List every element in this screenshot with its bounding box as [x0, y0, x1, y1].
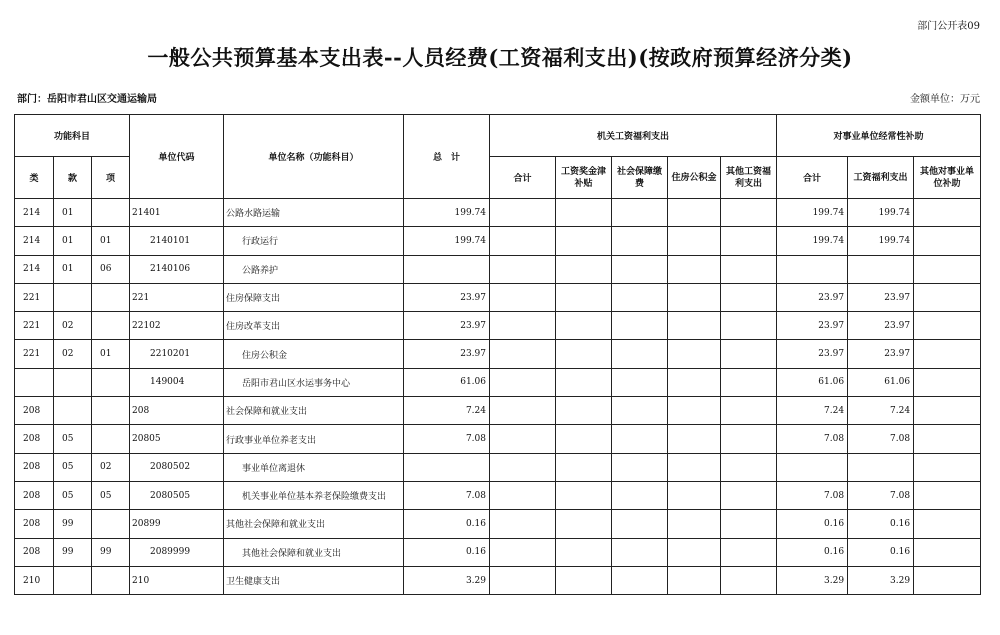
cell-xiang	[92, 425, 130, 453]
cell-org-sum	[490, 566, 556, 594]
cell-xiang	[92, 283, 130, 311]
cell-sub-sum: 61.06	[777, 368, 848, 396]
header-unit-code: 单位代码	[130, 115, 224, 199]
cell-org-other	[721, 255, 777, 283]
cell-xiang	[92, 397, 130, 425]
cell-org-bonus	[556, 340, 612, 368]
cell-org-other	[721, 566, 777, 594]
cell-unit-code: 2140106	[130, 255, 224, 283]
header-org-bonus: 工资奖金津补贴	[556, 157, 612, 199]
header-kuan: 款	[54, 157, 92, 199]
cell-sub-other	[914, 227, 981, 255]
cell-org-social	[612, 397, 668, 425]
department-label: 部门：岳阳市君山区交通运输局	[17, 94, 157, 105]
cell-kuan	[54, 397, 92, 425]
header-org-other: 其他工资福利支出	[721, 157, 777, 199]
form-number: 部门公开表09	[917, 21, 980, 32]
cell-org-social	[612, 255, 668, 283]
cell-org-other	[721, 425, 777, 453]
table-row	[15, 481, 981, 509]
cell-lei: 208	[15, 481, 54, 509]
cell-unit-code: 21401	[130, 199, 224, 227]
cell-org-sum	[490, 340, 556, 368]
cell-sub-other	[914, 283, 981, 311]
cell-org-sum	[490, 425, 556, 453]
cell-lei: 214	[15, 255, 54, 283]
header-org-social: 社会保障缴费	[612, 157, 668, 199]
cell-org-sum	[490, 453, 556, 481]
cell-lei: 208	[15, 453, 54, 481]
cell-unit-name: 公路水路运输	[224, 199, 404, 227]
cell-org-other	[721, 481, 777, 509]
table-row	[15, 199, 981, 227]
cell-sub-sum: 7.24	[777, 397, 848, 425]
cell-total	[404, 453, 490, 481]
cell-org-housing	[668, 538, 721, 566]
cell-sub-other	[914, 340, 981, 368]
cell-xiang: 05	[92, 481, 130, 509]
cell-org-other	[721, 312, 777, 340]
header-lei: 类	[15, 157, 54, 199]
cell-unit-code: 22102	[130, 312, 224, 340]
cell-org-other	[721, 453, 777, 481]
cell-org-sum	[490, 255, 556, 283]
cell-kuan: 02	[54, 312, 92, 340]
cell-org-sum	[490, 510, 556, 538]
cell-total: 199.74	[404, 227, 490, 255]
cell-sub-other	[914, 425, 981, 453]
budget-table	[14, 114, 981, 595]
cell-unit-name: 岳阳市君山区水运事务中心	[224, 368, 404, 396]
header-sub-welfare: 工资福利支出	[848, 157, 914, 199]
cell-kuan: 05	[54, 453, 92, 481]
cell-unit-name: 住房公积金	[224, 340, 404, 368]
cell-org-housing	[668, 312, 721, 340]
cell-sub-other	[914, 510, 981, 538]
cell-org-social	[612, 538, 668, 566]
cell-unit-code: 20805	[130, 425, 224, 453]
cell-unit-code: 2089999	[130, 538, 224, 566]
table-row	[15, 340, 981, 368]
cell-sub-other	[914, 481, 981, 509]
cell-sub-welfare: 23.97	[848, 283, 914, 311]
cell-total: 23.97	[404, 283, 490, 311]
header-org-sum: 合计	[490, 157, 556, 199]
cell-org-bonus	[556, 481, 612, 509]
cell-sub-other	[914, 199, 981, 227]
cell-org-sum	[490, 538, 556, 566]
table-row	[15, 312, 981, 340]
cell-total: 61.06	[404, 368, 490, 396]
cell-kuan: 99	[54, 510, 92, 538]
header-total: 总 计	[404, 115, 490, 199]
cell-kuan	[54, 283, 92, 311]
cell-unit-code: 2080502	[130, 453, 224, 481]
cell-org-social	[612, 453, 668, 481]
cell-sub-other	[914, 453, 981, 481]
cell-unit-name: 行政事业单位养老支出	[224, 425, 404, 453]
cell-org-sum	[490, 312, 556, 340]
cell-org-other	[721, 368, 777, 396]
cell-sub-sum	[777, 255, 848, 283]
cell-sub-welfare: 23.97	[848, 340, 914, 368]
cell-unit-name: 其他社会保障和就业支出	[224, 510, 404, 538]
cell-xiang	[92, 566, 130, 594]
cell-unit-code: 149004	[130, 368, 224, 396]
cell-unit-code: 208	[130, 397, 224, 425]
cell-total: 7.24	[404, 397, 490, 425]
cell-org-housing	[668, 566, 721, 594]
header-org-housing: 住房公积金	[668, 157, 721, 199]
cell-kuan: 01	[54, 255, 92, 283]
cell-org-other	[721, 340, 777, 368]
cell-org-social	[612, 566, 668, 594]
cell-org-other	[721, 227, 777, 255]
cell-sub-welfare: 0.16	[848, 510, 914, 538]
cell-org-housing	[668, 283, 721, 311]
cell-unit-name: 机关事业单位基本养老保险缴费支出	[224, 481, 404, 509]
cell-org-social	[612, 312, 668, 340]
cell-org-bonus	[556, 227, 612, 255]
cell-org-bonus	[556, 283, 612, 311]
cell-sub-sum: 3.29	[777, 566, 848, 594]
table-row	[15, 538, 981, 566]
cell-org-sum	[490, 199, 556, 227]
cell-unit-name: 卫生健康支出	[224, 566, 404, 594]
cell-sub-welfare: 7.08	[848, 425, 914, 453]
cell-sub-welfare: 61.06	[848, 368, 914, 396]
cell-lei: 208	[15, 397, 54, 425]
cell-xiang: 01	[92, 340, 130, 368]
cell-kuan	[54, 368, 92, 396]
cell-xiang: 02	[92, 453, 130, 481]
cell-org-sum	[490, 368, 556, 396]
cell-sub-welfare: 7.24	[848, 397, 914, 425]
cell-unit-name: 住房改革支出	[224, 312, 404, 340]
cell-xiang	[92, 199, 130, 227]
cell-unit-name: 住房保障支出	[224, 283, 404, 311]
cell-kuan: 05	[54, 481, 92, 509]
cell-total	[404, 255, 490, 283]
cell-lei: 208	[15, 510, 54, 538]
cell-org-bonus	[556, 453, 612, 481]
cell-unit-name: 其他社会保障和就业支出	[224, 538, 404, 566]
cell-xiang: 99	[92, 538, 130, 566]
cell-sub-other	[914, 397, 981, 425]
cell-org-other	[721, 283, 777, 311]
cell-kuan: 01	[54, 199, 92, 227]
cell-kuan	[54, 566, 92, 594]
cell-org-bonus	[556, 566, 612, 594]
cell-org-bonus	[556, 368, 612, 396]
header-sub-other: 其他对事业单位补助	[914, 157, 981, 199]
cell-sub-other	[914, 538, 981, 566]
cell-org-social	[612, 510, 668, 538]
cell-lei: 221	[15, 283, 54, 311]
header-org-welfare-group: 机关工资福利支出	[490, 115, 777, 157]
cell-lei: 214	[15, 227, 54, 255]
header-sub-sum: 合计	[777, 157, 848, 199]
cell-unit-code: 20899	[130, 510, 224, 538]
page-title: 一般公共预算基本支出表--人员经费(工资福利支出)(按政府预算经济分类)	[147, 45, 853, 70]
cell-sub-sum: 7.08	[777, 481, 848, 509]
cell-sub-welfare: 23.97	[848, 312, 914, 340]
cell-org-social	[612, 425, 668, 453]
cell-unit-name: 行政运行	[224, 227, 404, 255]
cell-unit-code: 2080505	[130, 481, 224, 509]
cell-total: 0.16	[404, 538, 490, 566]
cell-org-sum	[490, 481, 556, 509]
cell-org-housing	[668, 368, 721, 396]
cell-lei: 214	[15, 199, 54, 227]
cell-sub-sum: 0.16	[777, 510, 848, 538]
cell-org-housing	[668, 199, 721, 227]
cell-org-other	[721, 199, 777, 227]
cell-org-sum	[490, 283, 556, 311]
cell-sub-sum: 23.97	[777, 340, 848, 368]
cell-sub-welfare	[848, 453, 914, 481]
cell-sub-welfare	[848, 255, 914, 283]
header-xiang: 项	[92, 157, 130, 199]
cell-org-other	[721, 510, 777, 538]
cell-org-social	[612, 368, 668, 396]
cell-sub-sum: 199.74	[777, 227, 848, 255]
cell-org-bonus	[556, 538, 612, 566]
cell-org-housing	[668, 255, 721, 283]
cell-sub-welfare: 199.74	[848, 227, 914, 255]
cell-total: 199.74	[404, 199, 490, 227]
header-unit-name: 单位名称（功能科目）	[224, 115, 404, 199]
cell-xiang	[92, 510, 130, 538]
cell-org-social	[612, 481, 668, 509]
cell-org-social	[612, 227, 668, 255]
cell-unit-code: 2210201	[130, 340, 224, 368]
cell-sub-welfare: 0.16	[848, 538, 914, 566]
cell-sub-other	[914, 312, 981, 340]
header-subsidy-group: 对事业单位经常性补助	[777, 115, 981, 157]
cell-total: 0.16	[404, 510, 490, 538]
cell-org-housing	[668, 453, 721, 481]
cell-lei	[15, 368, 54, 396]
cell-sub-sum: 0.16	[777, 538, 848, 566]
cell-org-sum	[490, 397, 556, 425]
cell-sub-other	[914, 368, 981, 396]
cell-kuan: 02	[54, 340, 92, 368]
header-func-subject: 功能科目	[15, 115, 130, 157]
cell-lei: 208	[15, 538, 54, 566]
amount-unit-label: 金额单位：万元	[910, 94, 980, 105]
cell-unit-code: 2140101	[130, 227, 224, 255]
cell-org-bonus	[556, 255, 612, 283]
cell-sub-welfare: 7.08	[848, 481, 914, 509]
table-row	[15, 368, 981, 396]
cell-org-housing	[668, 481, 721, 509]
cell-sub-other	[914, 566, 981, 594]
table-row	[15, 227, 981, 255]
cell-unit-code: 221	[130, 283, 224, 311]
cell-lei: 221	[15, 312, 54, 340]
cell-xiang: 06	[92, 255, 130, 283]
cell-xiang: 01	[92, 227, 130, 255]
cell-lei: 210	[15, 566, 54, 594]
cell-sub-welfare: 199.74	[848, 199, 914, 227]
table-row	[15, 425, 981, 453]
table-row	[15, 283, 981, 311]
cell-org-housing	[668, 227, 721, 255]
cell-org-social	[612, 283, 668, 311]
cell-org-sum	[490, 227, 556, 255]
cell-org-bonus	[556, 425, 612, 453]
cell-total: 7.08	[404, 425, 490, 453]
cell-org-bonus	[556, 397, 612, 425]
cell-lei: 221	[15, 340, 54, 368]
table-row	[15, 453, 981, 481]
cell-unit-name: 社会保障和就业支出	[224, 397, 404, 425]
cell-org-other	[721, 397, 777, 425]
cell-org-bonus	[556, 199, 612, 227]
cell-sub-sum: 23.97	[777, 312, 848, 340]
cell-total: 7.08	[404, 481, 490, 509]
cell-sub-sum	[777, 453, 848, 481]
table-row	[15, 510, 981, 538]
cell-sub-other	[914, 255, 981, 283]
cell-sub-sum: 199.74	[777, 199, 848, 227]
cell-unit-code: 210	[130, 566, 224, 594]
cell-kuan: 01	[54, 227, 92, 255]
table-row	[15, 255, 981, 283]
cell-xiang	[92, 312, 130, 340]
cell-sub-sum: 23.97	[777, 283, 848, 311]
cell-org-social	[612, 199, 668, 227]
cell-sub-welfare: 3.29	[848, 566, 914, 594]
cell-org-social	[612, 340, 668, 368]
cell-org-housing	[668, 340, 721, 368]
cell-sub-sum: 7.08	[777, 425, 848, 453]
cell-lei: 208	[15, 425, 54, 453]
cell-kuan: 05	[54, 425, 92, 453]
cell-org-housing	[668, 397, 721, 425]
cell-org-bonus	[556, 510, 612, 538]
cell-unit-name: 公路养护	[224, 255, 404, 283]
cell-org-housing	[668, 425, 721, 453]
cell-xiang	[92, 368, 130, 396]
cell-unit-name: 事业单位离退休	[224, 453, 404, 481]
cell-kuan: 99	[54, 538, 92, 566]
cell-total: 3.29	[404, 566, 490, 594]
cell-total: 23.97	[404, 312, 490, 340]
cell-total: 23.97	[404, 340, 490, 368]
table-row	[15, 397, 981, 425]
table-row	[15, 566, 981, 594]
cell-org-housing	[668, 510, 721, 538]
cell-org-other	[721, 538, 777, 566]
cell-org-bonus	[556, 312, 612, 340]
